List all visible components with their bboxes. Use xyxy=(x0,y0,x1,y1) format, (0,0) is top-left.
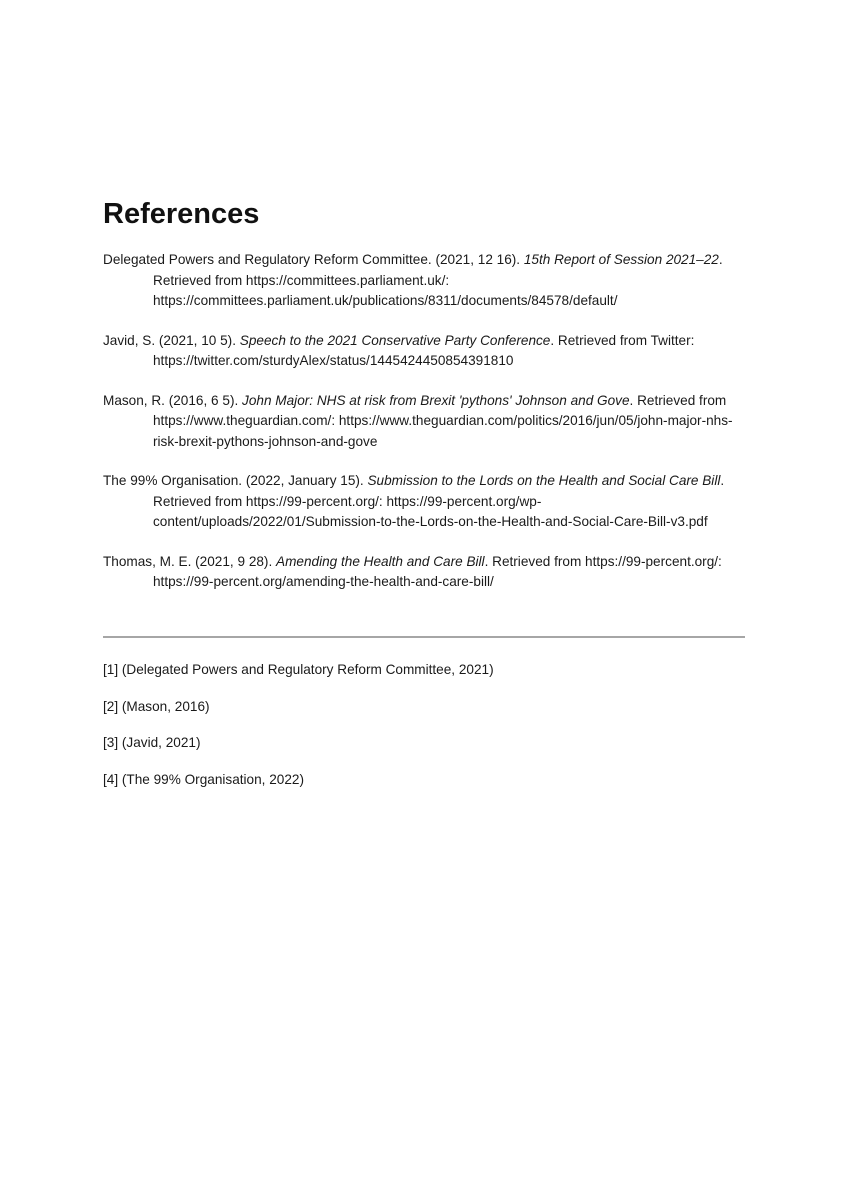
reference-source: . Retrieved from https://committees.parliament.uk/: https://committees.parliament.uk/publications/8311/documents/84578/default/ xyxy=(153,252,723,308)
reference-entry xyxy=(103,331,751,372)
reference-source: . Retrieved from https://www.theguardian.com/: https://www.theguardian.com/politics/2016/jun/05/john-major-nhs-risk-brexit-pythons-johnson-and-gove xyxy=(153,392,733,449)
reference-lead: Javid, S. (2021, 10 5). xyxy=(103,332,240,348)
reference-source: . Retrieved from https://99-percent.org/: https://99-percent.org/wp-content/uploads/2022/01/Submission-to-the-Lords-on-the-Health-and-Social-Care-Bill-v3.pdf xyxy=(153,473,725,529)
reference-source: . Retrieved from Twitter: https://twitter.com/sturdyAlex/status/1445424450854391810 xyxy=(153,332,695,368)
reference-title: 15th Report of Session 2021–22 xyxy=(523,252,719,267)
footnote-item: [3] (Javid, 2021) xyxy=(103,735,201,750)
footnote-item: [2] (Mason, 2016) xyxy=(103,698,210,714)
reference-entry xyxy=(103,391,751,453)
reference-entry xyxy=(103,552,751,593)
reference-title: Speech to the 2021 Conservative Party Conference xyxy=(239,332,551,348)
reference-entry xyxy=(103,250,751,312)
footnote-divider xyxy=(103,636,745,638)
footnote-list xyxy=(103,660,745,806)
footnote-item: [1] (Delegated Powers and Regulatory Reform Committee, 2021) xyxy=(103,662,494,677)
reference-list xyxy=(103,250,751,612)
reference-title: John Major: NHS at risk from Brexit 'pythons' Johnson and Gove xyxy=(242,392,630,408)
page-title: References xyxy=(103,198,260,230)
reference-lead: Mason, R. (2016, 6 5). xyxy=(103,392,243,408)
reference-title: Submission to the Lords on the Health and Social Care Bill xyxy=(367,473,721,488)
reference-lead: Delegated Powers and Regulatory Reform Committee. (2021, 12 16). xyxy=(103,252,524,267)
footnote-item: [4] (The 99% Organisation, 2022) xyxy=(103,771,304,787)
reference-entry xyxy=(103,471,751,533)
reference-source: . Retrieved from https://99-percent.org/: https://99-percent.org/amending-the-health-and-care-bill/ xyxy=(153,553,722,589)
reference-lead: The 99% Organisation. (2022, January 15). xyxy=(103,473,368,488)
reference-title: Amending the Health and Care Bill xyxy=(276,553,485,569)
reference-lead: Thomas, M. E. (2021, 9 28). xyxy=(103,553,277,569)
